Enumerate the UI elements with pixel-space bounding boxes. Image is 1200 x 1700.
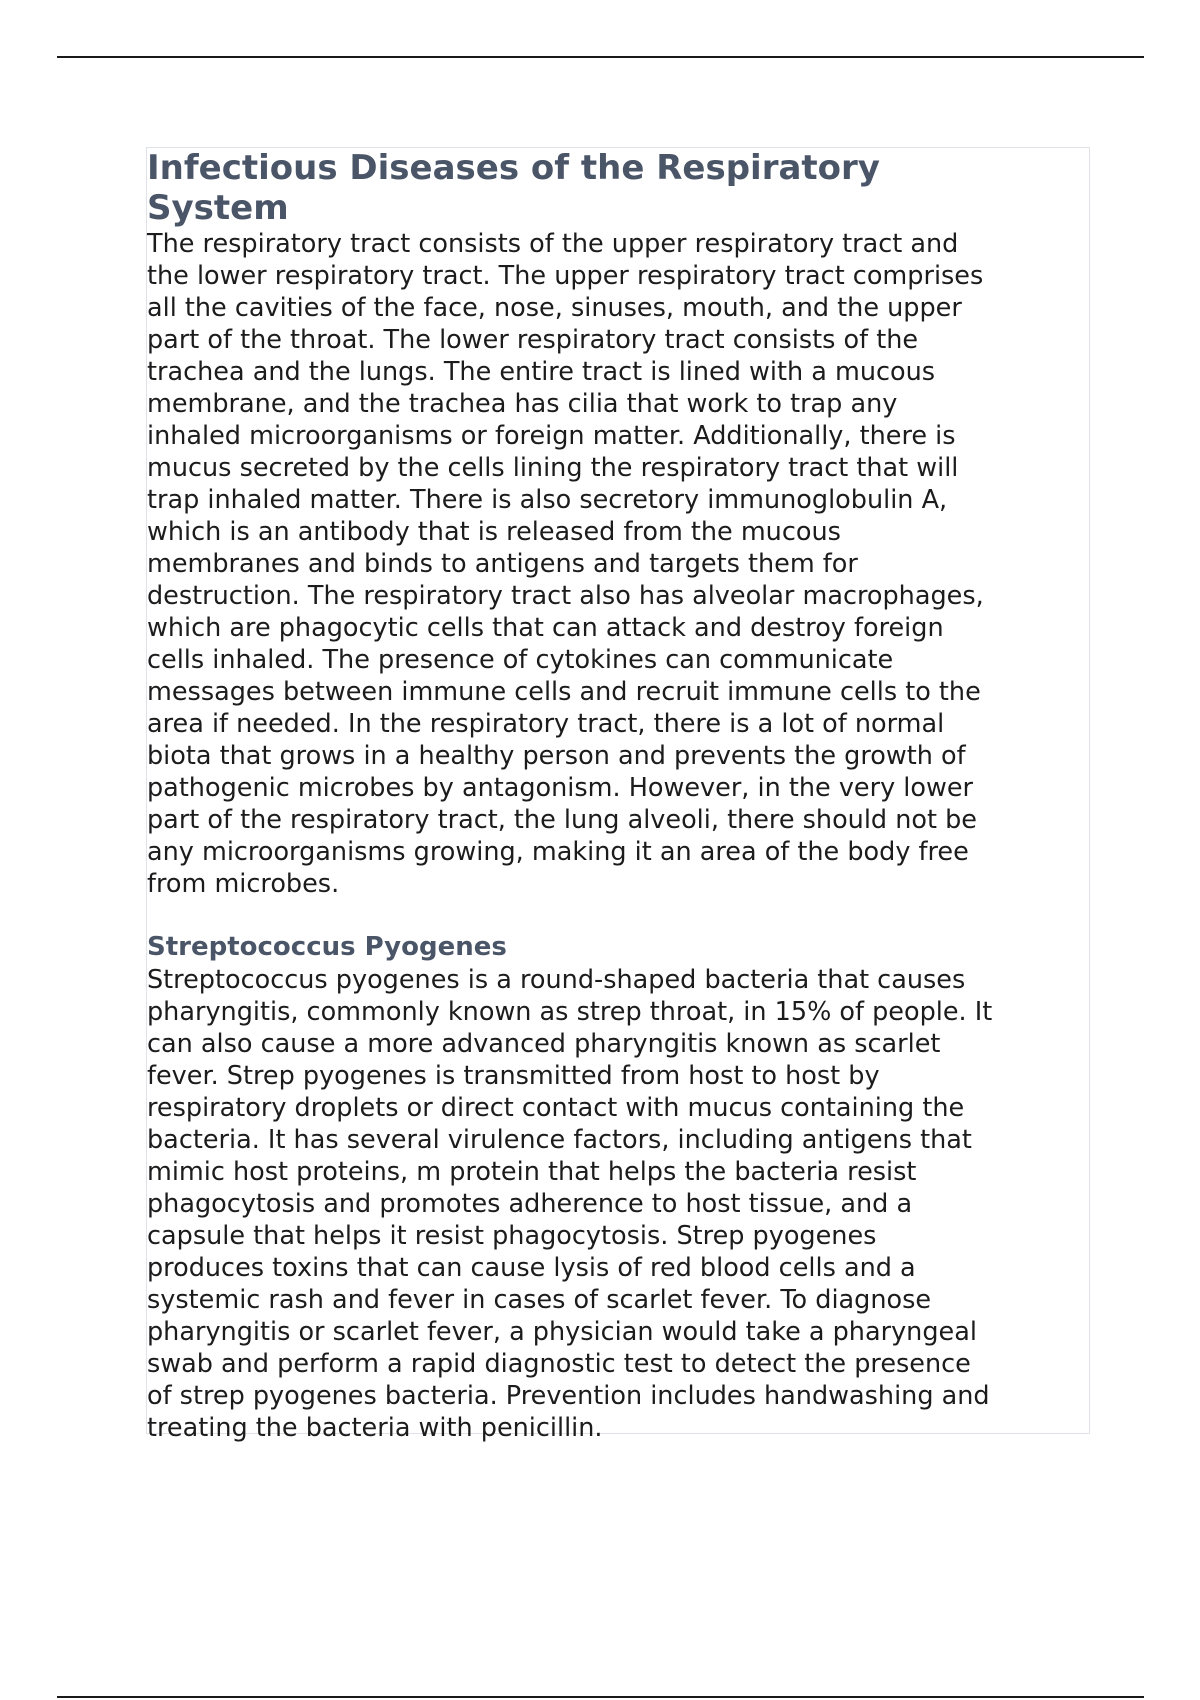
- paragraph-line: biota that grows in a healthy person and prevents the growth of: [147, 741, 966, 771]
- paragraph-line: area if needed. In the respiratory tract, there is a lot of normal: [147, 709, 945, 739]
- paragraph-line: phagocytosis and promotes adherence to host tissue, and a: [147, 1189, 913, 1219]
- paragraph-line: can also cause a more advanced pharyngitis known as scarlet: [147, 1029, 941, 1059]
- section-heading: Streptococcus Pyogenes: [147, 932, 507, 962]
- title-line: Infectious Diseases of the Respiratory: [147, 148, 880, 188]
- bottom-rule: [57, 1696, 1144, 1698]
- paragraph-line: cells inhaled. The presence of cytokines can communicate: [147, 645, 894, 675]
- top-rule: [57, 56, 1144, 58]
- paragraph-line: respiratory droplets or direct contact with mucus containing the: [147, 1093, 965, 1123]
- paragraph-line: mucus secreted by the cells lining the respiratory tract that will: [147, 453, 959, 483]
- paragraph-line: part of the respiratory tract, the lung alveoli, there should not be: [147, 805, 977, 835]
- paragraph-line: membrane, and the trachea has cilia that work to trap any: [147, 389, 898, 419]
- paragraph-line: which are phagocytic cells that can attack and destroy foreign: [147, 613, 944, 643]
- paragraph-line: all the cavities of the face, nose, sinuses, mouth, and the upper: [147, 293, 962, 323]
- paragraph-line: part of the throat. The lower respiratory tract consists of the: [147, 325, 919, 355]
- paragraph-line: membranes and binds to antigens and targets them for: [147, 549, 858, 579]
- paragraph-line: trachea and the lungs. The entire tract is lined with a mucous: [147, 357, 936, 387]
- paragraph-line: treating the bacteria with penicillin.: [147, 1413, 603, 1443]
- paragraph-line: The respiratory tract consists of the upper respiratory tract and: [147, 229, 959, 259]
- paragraph-line: systemic rash and fever in cases of scarlet fever. To diagnose: [147, 1285, 932, 1315]
- paragraph-line: any microorganisms growing, making it an area of the body free: [147, 837, 969, 867]
- section-paragraph: [147, 964, 1089, 1444]
- paragraph-line: capsule that helps it resist phagocytosis. Strep pyogenes: [147, 1221, 877, 1251]
- paragraph-line: the lower respiratory tract. The upper respiratory tract comprises: [147, 261, 984, 291]
- paragraph-line: destruction. The respiratory tract also has alveolar macrophages,: [147, 581, 984, 611]
- paragraph-line: produces toxins that can cause lysis of red blood cells and a: [147, 1253, 916, 1283]
- paragraph-line: pharyngitis, commonly known as strep throat, in 15% of people. It: [147, 997, 993, 1027]
- document-content: [146, 147, 1090, 1443]
- paragraph-line: swab and perform a rapid diagnostic test to detect the presence: [147, 1349, 971, 1379]
- paragraph-line: of strep pyogenes bacteria. Prevention includes handwashing and: [147, 1381, 990, 1411]
- paragraph-line: from microbes.: [147, 869, 340, 899]
- paragraph-line: trap inhaled matter. There is also secretory immunoglobulin A,: [147, 485, 948, 515]
- paragraph-line: messages between immune cells and recruit immune cells to the: [147, 677, 981, 707]
- paragraph-line: mimic host proteins, m protein that helps the bacteria resist: [147, 1157, 917, 1187]
- title-line: System: [147, 188, 289, 228]
- document-title: [147, 148, 1089, 228]
- paragraph-line: which is an antibody that is released from the mucous: [147, 517, 841, 547]
- paragraph-line: fever. Strep pyogenes is transmitted from host to host by: [147, 1061, 880, 1091]
- paragraph-line: inhaled microorganisms or foreign matter. Additionally, there is: [147, 421, 956, 451]
- paragraph-line: pathogenic microbes by antagonism. However, in the very lower: [147, 773, 973, 803]
- intro-paragraph: [147, 228, 1089, 900]
- paragraph-line: pharyngitis or scarlet fever, a physician would take a pharyngeal: [147, 1317, 977, 1347]
- paragraph-line: bacteria. It has several virulence factors, including antigens that: [147, 1125, 972, 1155]
- paragraph-line: Streptococcus pyogenes is a round-shaped bacteria that causes: [147, 965, 966, 995]
